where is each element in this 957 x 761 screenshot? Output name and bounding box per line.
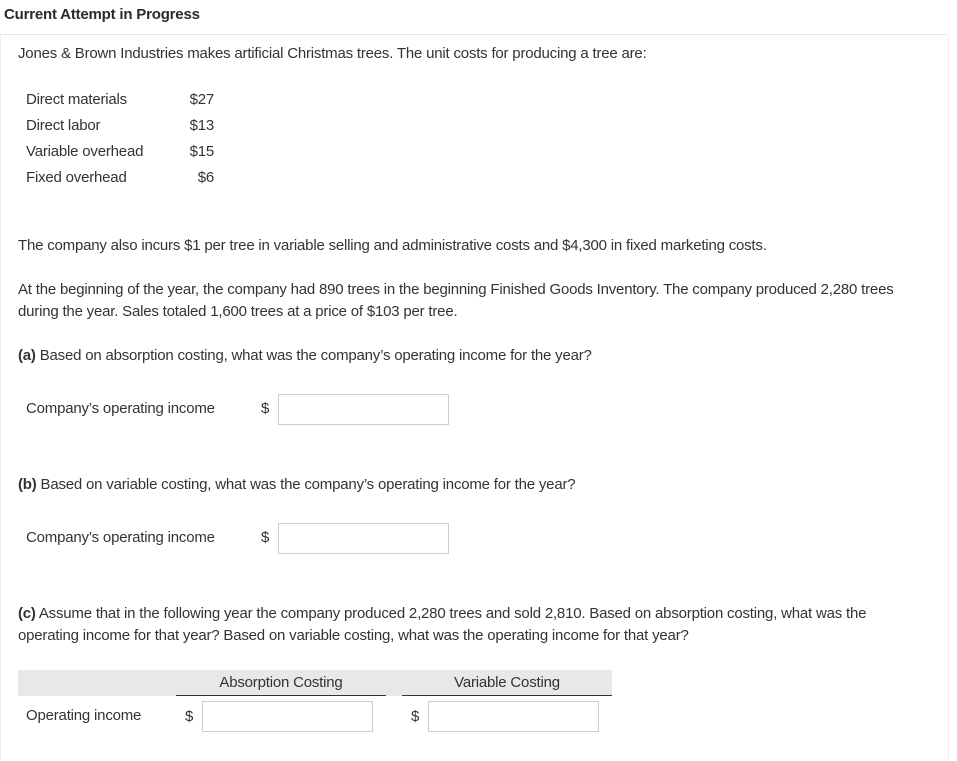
part-a-question	[18, 345, 928, 367]
variable-costing-column-header: Variable Costing	[402, 670, 612, 696]
part-b-question	[18, 474, 928, 496]
intro-text: Jones & Brown Industries makes artificial Christmas trees. The unit costs for producing a tree are:	[18, 45, 647, 62]
part-b-dollar-sign: $	[261, 529, 270, 546]
absorption-costing-column-header: Absorption Costing	[176, 670, 386, 696]
cost-value: $27	[189, 91, 214, 108]
cost-label: Fixed overhead	[26, 169, 127, 186]
part-b-text: Based on variable costing, what was the company’s operating income for the year?	[36, 476, 576, 493]
cost-label: Direct materials	[26, 91, 127, 108]
part-c-row-label: Operating income	[26, 707, 142, 724]
part-b-field-label: Company’s operating income	[26, 529, 215, 546]
part-b-letter: (b)	[18, 476, 37, 493]
cost-row-variable-overhead	[26, 141, 226, 167]
inventory-paragraph: At the beginning of the year, the company had 890 trees in the beginning Finished Goods Inventory. The company produced 2,280 trees during the year. Sales totaled 1,600 trees at a price of $103 per tree.	[18, 281, 894, 320]
part-a-dollar-sign: $	[261, 400, 270, 417]
part-c-absorption-dollar-sign: $	[185, 708, 194, 725]
part-c-letter: (c)	[18, 605, 36, 622]
attempt-status-title: Current Attempt in Progress	[4, 6, 200, 23]
part-b-operating-income-input[interactable]	[278, 523, 449, 554]
part-c-variable-income-input[interactable]	[428, 701, 599, 732]
part-c-variable-dollar-sign: $	[411, 708, 420, 725]
part-c-text: Assume that in the following year the company produced 2,280 trees and sold 2,810. Based on absorption costing, what was the operating income for that year? Based on variable costing, what was the operating income for that year?	[18, 605, 867, 644]
selling-costs-paragraph: The company also incurs $1 per tree in variable selling and administrative costs and $4,300 in fixed marketing costs.	[18, 237, 767, 254]
header-bar	[0, 0, 947, 35]
cost-row-direct-materials	[26, 89, 226, 115]
part-c-question	[18, 603, 928, 647]
cost-row-direct-labor	[26, 115, 226, 141]
part-a-operating-income-input[interactable]	[278, 394, 449, 425]
cost-value: $13	[189, 117, 214, 134]
cost-value: $15	[189, 143, 214, 160]
cost-value: $6	[197, 169, 214, 186]
part-a-letter: (a)	[18, 347, 36, 364]
cost-label: Variable overhead	[26, 143, 144, 160]
part-a-text: Based on absorption costing, what was the company’s operating income for the year?	[35, 347, 592, 364]
cost-row-fixed-overhead	[26, 167, 226, 193]
unit-cost-table	[26, 89, 226, 193]
part-a-field-label: Company’s operating income	[26, 400, 215, 417]
part-c-absorption-income-input[interactable]	[202, 701, 373, 732]
cost-label: Direct labor	[26, 117, 101, 134]
